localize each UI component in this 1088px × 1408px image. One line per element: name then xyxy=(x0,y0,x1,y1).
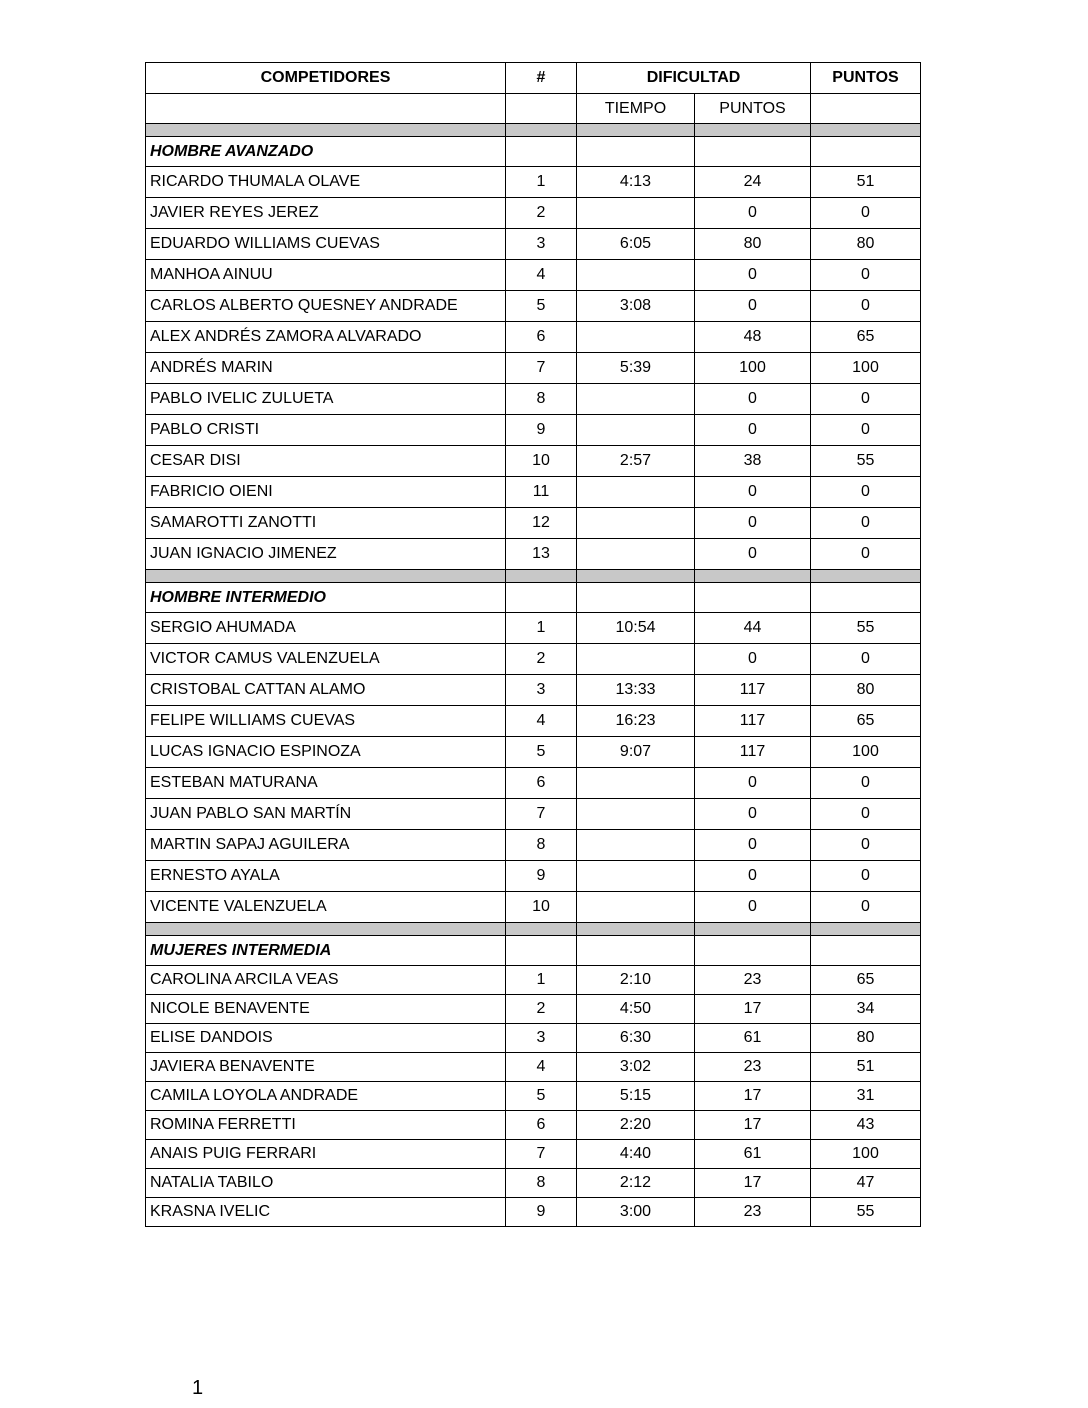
competitor-number: 9 xyxy=(506,1198,577,1227)
category-empty-cell xyxy=(577,936,695,966)
total-points: 0 xyxy=(811,198,921,229)
section-separator xyxy=(146,923,921,936)
section-separator xyxy=(146,570,921,583)
difficulty-points: 0 xyxy=(695,861,811,892)
difficulty-points: 17 xyxy=(695,995,811,1024)
total-points: 65 xyxy=(811,322,921,353)
total-points: 51 xyxy=(811,1053,921,1082)
page-number: 1 xyxy=(192,1377,204,1399)
table-row xyxy=(146,675,921,706)
category-empty-cell xyxy=(811,583,921,613)
difficulty-time: 6:30 xyxy=(577,1024,695,1053)
total-points: 43 xyxy=(811,1111,921,1140)
difficulty-points: 61 xyxy=(695,1024,811,1053)
competitor-name: FABRICIO OIENI xyxy=(146,477,506,508)
total-points: 0 xyxy=(811,830,921,861)
separator-cell xyxy=(811,923,921,936)
competitor-number: 1 xyxy=(506,966,577,995)
total-points: 0 xyxy=(811,768,921,799)
competitor-name: JAVIER REYES JEREZ xyxy=(146,198,506,229)
competitor-number: 3 xyxy=(506,1024,577,1053)
difficulty-time xyxy=(577,415,695,446)
category-title: HOMBRE AVANZADO xyxy=(146,137,506,167)
difficulty-time: 5:39 xyxy=(577,353,695,384)
difficulty-time: 13:33 xyxy=(577,675,695,706)
competitor-number: 3 xyxy=(506,675,577,706)
table-row xyxy=(146,966,921,995)
category-empty-cell xyxy=(695,137,811,167)
separator-cell xyxy=(146,124,506,137)
competitor-name: NICOLE BENAVENTE xyxy=(146,995,506,1024)
difficulty-points: 80 xyxy=(695,229,811,260)
total-points: 0 xyxy=(811,477,921,508)
subheader-row xyxy=(146,94,921,124)
difficulty-time xyxy=(577,322,695,353)
header-points: PUNTOS xyxy=(811,63,921,94)
difficulty-points: 0 xyxy=(695,830,811,861)
difficulty-time: 2:12 xyxy=(577,1169,695,1198)
competitor-name: PABLO IVELIC ZULUETA xyxy=(146,384,506,415)
header-number: # xyxy=(506,63,577,94)
total-points: 0 xyxy=(811,384,921,415)
competitor-name: FELIPE WILLIAMS CUEVAS xyxy=(146,706,506,737)
separator-cell xyxy=(506,124,577,137)
competitor-number: 4 xyxy=(506,1053,577,1082)
competitor-name: JAVIERA BENAVENTE xyxy=(146,1053,506,1082)
table-row xyxy=(146,1082,921,1111)
difficulty-time: 10:54 xyxy=(577,613,695,644)
total-points: 34 xyxy=(811,995,921,1024)
difficulty-points: 117 xyxy=(695,675,811,706)
difficulty-points: 0 xyxy=(695,260,811,291)
table-row xyxy=(146,799,921,830)
competitor-name: VICENTE VALENZUELA xyxy=(146,892,506,923)
separator-cell xyxy=(506,570,577,583)
total-points: 0 xyxy=(811,415,921,446)
competitor-name: SAMAROTTI ZANOTTI xyxy=(146,508,506,539)
table-row xyxy=(146,260,921,291)
category-title: MUJERES INTERMEDIA xyxy=(146,936,506,966)
difficulty-points: 0 xyxy=(695,477,811,508)
subheader-empty-cell xyxy=(146,94,506,124)
category-row xyxy=(146,936,921,966)
table-row xyxy=(146,508,921,539)
table-row xyxy=(146,768,921,799)
competitor-number: 4 xyxy=(506,260,577,291)
difficulty-points: 24 xyxy=(695,167,811,198)
competitor-name: ESTEBAN MATURANA xyxy=(146,768,506,799)
competitor-number: 6 xyxy=(506,1111,577,1140)
separator-cell xyxy=(577,570,695,583)
difficulty-points: 0 xyxy=(695,198,811,229)
category-row xyxy=(146,583,921,613)
difficulty-time xyxy=(577,508,695,539)
total-points: 0 xyxy=(811,539,921,570)
competitor-name: NATALIA TABILO xyxy=(146,1169,506,1198)
competitor-name: PABLO CRISTI xyxy=(146,415,506,446)
competitor-number: 6 xyxy=(506,322,577,353)
results-table xyxy=(145,62,921,1227)
subheader-empty-cell xyxy=(811,94,921,124)
table-row xyxy=(146,291,921,322)
difficulty-points: 17 xyxy=(695,1082,811,1111)
difficulty-points: 38 xyxy=(695,446,811,477)
competitor-name: JUAN IGNACIO JIMENEZ xyxy=(146,539,506,570)
competitor-name: RICARDO THUMALA OLAVE xyxy=(146,167,506,198)
subheader-points: PUNTOS xyxy=(695,94,811,124)
difficulty-points: 17 xyxy=(695,1169,811,1198)
difficulty-time: 2:57 xyxy=(577,446,695,477)
difficulty-points: 0 xyxy=(695,799,811,830)
competitor-name: EDUARDO WILLIAMS CUEVAS xyxy=(146,229,506,260)
competitor-number: 2 xyxy=(506,644,577,675)
difficulty-time: 3:08 xyxy=(577,291,695,322)
category-empty-cell xyxy=(506,137,577,167)
table-row xyxy=(146,198,921,229)
table-row xyxy=(146,229,921,260)
competitor-name: CAMILA LOYOLA ANDRADE xyxy=(146,1082,506,1111)
difficulty-points: 48 xyxy=(695,322,811,353)
competitor-name: ANAIS PUIG FERRARI xyxy=(146,1140,506,1169)
competitor-number: 1 xyxy=(506,613,577,644)
competitor-number: 11 xyxy=(506,477,577,508)
category-empty-cell xyxy=(695,936,811,966)
table-row xyxy=(146,322,921,353)
competitor-name: VICTOR CAMUS VALENZUELA xyxy=(146,644,506,675)
separator-cell xyxy=(577,124,695,137)
table-row xyxy=(146,830,921,861)
difficulty-points: 44 xyxy=(695,613,811,644)
difficulty-time: 3:02 xyxy=(577,1053,695,1082)
table-body xyxy=(146,124,921,1227)
table-row xyxy=(146,706,921,737)
total-points: 0 xyxy=(811,799,921,830)
competitor-number: 8 xyxy=(506,830,577,861)
total-points: 65 xyxy=(811,966,921,995)
difficulty-points: 0 xyxy=(695,291,811,322)
table-row xyxy=(146,737,921,768)
total-points: 0 xyxy=(811,644,921,675)
category-empty-cell xyxy=(506,936,577,966)
separator-cell xyxy=(695,124,811,137)
difficulty-time: 2:20 xyxy=(577,1111,695,1140)
table-row xyxy=(146,167,921,198)
difficulty-time xyxy=(577,861,695,892)
difficulty-points: 23 xyxy=(695,1198,811,1227)
table-row xyxy=(146,892,921,923)
table-row xyxy=(146,1198,921,1227)
competitor-number: 7 xyxy=(506,1140,577,1169)
competitor-name: ANDRÉS MARIN xyxy=(146,353,506,384)
competitor-name: LUCAS IGNACIO ESPINOZA xyxy=(146,737,506,768)
competitor-number: 10 xyxy=(506,892,577,923)
total-points: 51 xyxy=(811,167,921,198)
competitor-name: MANHOA AINUU xyxy=(146,260,506,291)
total-points: 100 xyxy=(811,737,921,768)
table-row xyxy=(146,539,921,570)
total-points: 80 xyxy=(811,1024,921,1053)
total-points: 0 xyxy=(811,260,921,291)
separator-cell xyxy=(695,923,811,936)
competitor-number: 2 xyxy=(506,995,577,1024)
table-row xyxy=(146,861,921,892)
separator-cell xyxy=(695,570,811,583)
competitor-number: 2 xyxy=(506,198,577,229)
difficulty-points: 117 xyxy=(695,706,811,737)
competitor-number: 9 xyxy=(506,861,577,892)
difficulty-points: 23 xyxy=(695,1053,811,1082)
total-points: 100 xyxy=(811,353,921,384)
total-points: 0 xyxy=(811,291,921,322)
difficulty-time xyxy=(577,830,695,861)
total-points: 65 xyxy=(811,706,921,737)
difficulty-points: 100 xyxy=(695,353,811,384)
table-row xyxy=(146,1111,921,1140)
category-title: HOMBRE INTERMEDIO xyxy=(146,583,506,613)
total-points: 31 xyxy=(811,1082,921,1111)
category-empty-cell xyxy=(695,583,811,613)
difficulty-points: 0 xyxy=(695,384,811,415)
competitor-name: JUAN PABLO SAN MARTÍN xyxy=(146,799,506,830)
difficulty-time: 4:50 xyxy=(577,995,695,1024)
competitor-name: MARTIN SAPAJ AGUILERA xyxy=(146,830,506,861)
difficulty-points: 0 xyxy=(695,892,811,923)
competitor-name: CARLOS ALBERTO QUESNEY ANDRADE xyxy=(146,291,506,322)
difficulty-time: 4:13 xyxy=(577,167,695,198)
subheader-time: TIEMPO xyxy=(577,94,695,124)
difficulty-time xyxy=(577,384,695,415)
difficulty-time xyxy=(577,539,695,570)
table-row xyxy=(146,1024,921,1053)
difficulty-points: 17 xyxy=(695,1111,811,1140)
table-row xyxy=(146,995,921,1024)
total-points: 100 xyxy=(811,1140,921,1169)
difficulty-points: 0 xyxy=(695,644,811,675)
category-row xyxy=(146,137,921,167)
table-row xyxy=(146,353,921,384)
competitor-number: 5 xyxy=(506,1082,577,1111)
total-points: 55 xyxy=(811,613,921,644)
competitor-number: 12 xyxy=(506,508,577,539)
table-row xyxy=(146,384,921,415)
competitor-number: 7 xyxy=(506,353,577,384)
separator-cell xyxy=(146,570,506,583)
competitor-number: 13 xyxy=(506,539,577,570)
competitor-name: ERNESTO AYALA xyxy=(146,861,506,892)
category-empty-cell xyxy=(577,583,695,613)
header-difficulty: DIFICULTAD xyxy=(577,63,811,94)
competitor-number: 6 xyxy=(506,768,577,799)
competitor-number: 8 xyxy=(506,384,577,415)
difficulty-time: 2:10 xyxy=(577,966,695,995)
difficulty-points: 0 xyxy=(695,539,811,570)
competitor-name: CAROLINA ARCILA VEAS xyxy=(146,966,506,995)
difficulty-time xyxy=(577,799,695,830)
table-row xyxy=(146,1140,921,1169)
competitor-number: 5 xyxy=(506,291,577,322)
difficulty-points: 0 xyxy=(695,415,811,446)
difficulty-time xyxy=(577,644,695,675)
category-empty-cell xyxy=(811,137,921,167)
difficulty-time: 5:15 xyxy=(577,1082,695,1111)
competitor-number: 8 xyxy=(506,1169,577,1198)
table-row xyxy=(146,613,921,644)
total-points: 47 xyxy=(811,1169,921,1198)
difficulty-points: 23 xyxy=(695,966,811,995)
competitor-number: 5 xyxy=(506,737,577,768)
separator-cell xyxy=(811,124,921,137)
difficulty-time xyxy=(577,892,695,923)
difficulty-points: 61 xyxy=(695,1140,811,1169)
separator-cell xyxy=(577,923,695,936)
total-points: 55 xyxy=(811,446,921,477)
total-points: 80 xyxy=(811,675,921,706)
subheader-empty-cell xyxy=(506,94,577,124)
competitor-name: CESAR DISI xyxy=(146,446,506,477)
table-row xyxy=(146,1053,921,1082)
table-row xyxy=(146,446,921,477)
competitor-name: CRISTOBAL CATTAN ALAMO xyxy=(146,675,506,706)
difficulty-points: 0 xyxy=(695,768,811,799)
competitor-name: ELISE DANDOIS xyxy=(146,1024,506,1053)
competitor-number: 4 xyxy=(506,706,577,737)
separator-cell xyxy=(506,923,577,936)
difficulty-time: 16:23 xyxy=(577,706,695,737)
difficulty-time xyxy=(577,260,695,291)
category-empty-cell xyxy=(811,936,921,966)
category-empty-cell xyxy=(577,137,695,167)
table-row xyxy=(146,1169,921,1198)
difficulty-time xyxy=(577,477,695,508)
separator-cell xyxy=(811,570,921,583)
total-points: 0 xyxy=(811,892,921,923)
competitor-name: KRASNA IVELIC xyxy=(146,1198,506,1227)
total-points: 55 xyxy=(811,1198,921,1227)
category-empty-cell xyxy=(506,583,577,613)
difficulty-time xyxy=(577,198,695,229)
section-separator xyxy=(146,124,921,137)
competitor-name: ALEX ANDRÉS ZAMORA ALVARADO xyxy=(146,322,506,353)
table-row xyxy=(146,477,921,508)
difficulty-time: 6:05 xyxy=(577,229,695,260)
competitor-number: 10 xyxy=(506,446,577,477)
total-points: 80 xyxy=(811,229,921,260)
competitor-number: 7 xyxy=(506,799,577,830)
competitor-name: SERGIO AHUMADA xyxy=(146,613,506,644)
header-row xyxy=(146,63,921,94)
difficulty-time xyxy=(577,768,695,799)
header-competitors: COMPETIDORES xyxy=(146,63,506,94)
difficulty-points: 117 xyxy=(695,737,811,768)
total-points: 0 xyxy=(811,508,921,539)
competitor-number: 3 xyxy=(506,229,577,260)
separator-cell xyxy=(146,923,506,936)
difficulty-points: 0 xyxy=(695,508,811,539)
table-row xyxy=(146,415,921,446)
competitor-number: 9 xyxy=(506,415,577,446)
difficulty-time: 4:40 xyxy=(577,1140,695,1169)
competitor-name: ROMINA FERRETTI xyxy=(146,1111,506,1140)
total-points: 0 xyxy=(811,861,921,892)
competitor-number: 1 xyxy=(506,167,577,198)
difficulty-time: 3:00 xyxy=(577,1198,695,1227)
difficulty-time: 9:07 xyxy=(577,737,695,768)
table-row xyxy=(146,644,921,675)
